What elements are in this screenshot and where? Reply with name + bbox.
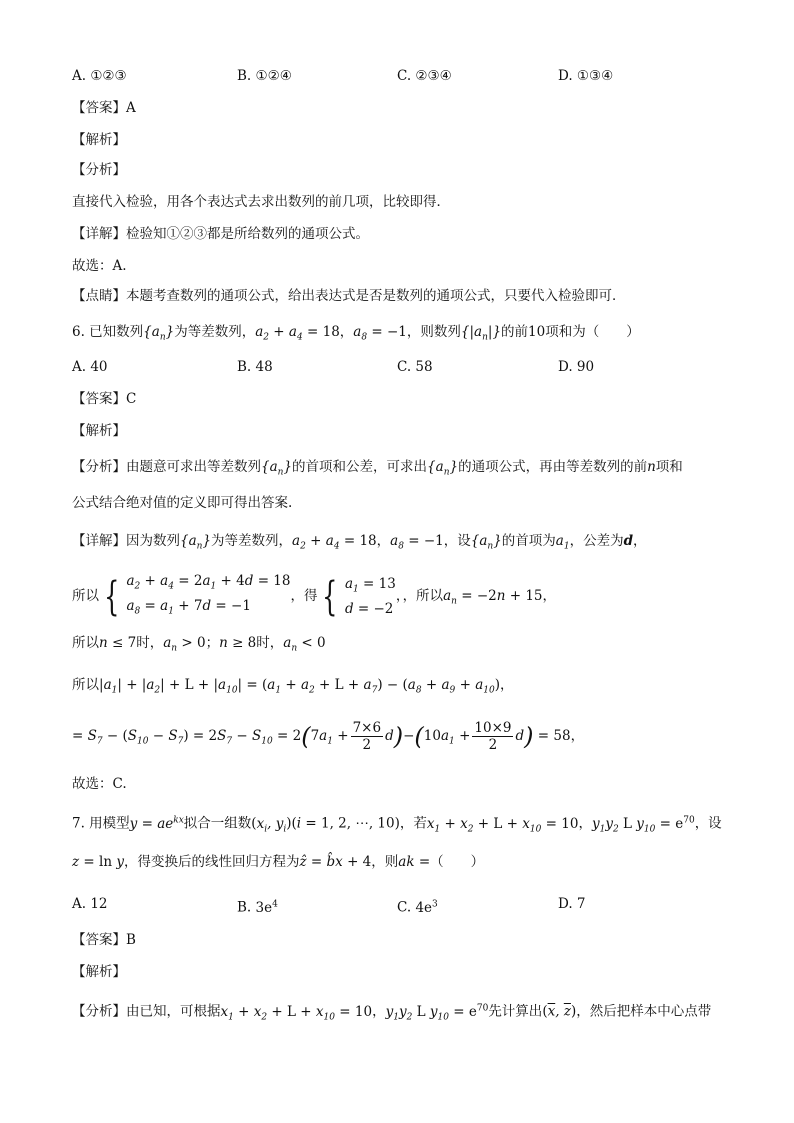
q6-jiexi: 【解析】 xyxy=(72,423,126,439)
q7-fenxi: 【分析】由已知，可根据$x_1 + x_2 + L + x_{10} = 10$，$y_1y_2$ L $y_{10} = e^{70}$先计算出($\overline{x}$, $\overline{z}$)，然后把样本中心点带 xyxy=(72,1003,712,1023)
q5-option-c: C. ②③④ xyxy=(397,68,452,84)
q6-answer: 【答案】C xyxy=(72,391,137,407)
q5-dianjing: 【点睛】本题考查数列的通项公式，给出表达式是否是数列的通项公式，只要代入检验即可． xyxy=(72,288,626,304)
q7-option-d: D. 7 xyxy=(558,896,586,912)
q7-option-a: A. 12 xyxy=(72,896,108,912)
q7-option-c: C. $4e^3$ xyxy=(397,899,438,916)
q6-stem: 6. 已知数列$\{a_n\}$为等差数列，$a_2 + a_4 = 18$，$a_8 = -1$，则数列$\{|a_n|\}$的前10项和为（ ） xyxy=(72,324,640,343)
system-2: { $a_1 = 13$ d = −2 xyxy=(322,573,396,620)
q5-fenxi-heading: 【分析】 xyxy=(72,162,126,178)
q6-system: 所以 { $a_2 + a_4 = 2a_1 + 4d = 18$ $a_8 = a_1 + 7d = -1$ ，得 { $a_1 = 13$ d = −2 ，，所以$a_n = -2n + 15$， xyxy=(72,573,557,620)
seq-abs-an: $\{|a_n|\}$ xyxy=(460,324,502,343)
q7-answer: 【答案】B xyxy=(72,932,136,948)
q5-answer: 【答案】A xyxy=(72,100,136,116)
q6-choose: 故选：C. xyxy=(72,776,127,792)
q6-detail: 【详解】因为数列$\{a_n\}$为等差数列，$a_2 + a_4 = 18$，$a_8 = -1$，设$\{a_n\}$的首项为$a_1$，公差为d， xyxy=(72,533,647,552)
seq-an: $\{a_n\}$ xyxy=(143,324,175,343)
q6-option-d: D. 90 xyxy=(558,359,595,375)
q7-stem-1: 7. 用模型$y = ae^{kx}$拟合一组数($x_i$, $y_i)(i = 1$, 2, ⋯, 10)，若$x_1 + x_2 + L + x_{10} = 10$，$y_1y_2$ L $y_{10} = e^{70}$，设 xyxy=(72,815,722,835)
q7-option-b: B. $3e^4$ xyxy=(237,899,278,916)
q5-detail: 【详解】检验知①②③都是所给数列的通项公式。 xyxy=(72,226,369,242)
q6-sign: 所以n ≤ 7时，$a_n > 0$；n ≥ 8时，$a_n < 0$ xyxy=(72,635,326,654)
q6-fenxi-2: 公式结合绝对值的定义即可得出答案. xyxy=(72,495,293,511)
q5-option-d: D. ①③④ xyxy=(558,68,614,84)
q5-jiexi: 【解析】 xyxy=(72,132,126,148)
q6-option-a: A. 40 xyxy=(72,359,108,375)
q5-option-b: B. ①②④ xyxy=(237,68,292,84)
system-1: { $a_2 + a_4 = 2a_1 + 4d = 18$ $a_8 = a_1 + 7d = -1$ xyxy=(104,573,291,620)
q6-sum-1: 所以$|a_1| + |a_2| + L + |a_{10}| = (a_1 + a_2 + L + a_7) - (a_8 + a_9 + a_{10})$， xyxy=(72,677,514,696)
q7-jiexi: 【解析】 xyxy=(72,964,126,980)
q5-fenxi: 直接代入检验，用各个表达式去求出数列的前几项，比较即得． xyxy=(72,194,450,210)
q5-option-a: A. ①②③ xyxy=(72,68,127,84)
q5-choose: 故选：A. xyxy=(72,258,127,274)
q6-sum-2: = $S_7 - (S_{10} - S_7) = 2S_7 - S_{10} = 2(7a_1$ + $\frac{7\times 6}{2}$ $d)-(10a_1$ + $\frac{10\times 9}{2}$ d) = 58， xyxy=(72,720,585,753)
q6-option-b: B. 48 xyxy=(237,359,273,375)
q6-option-c: C. 58 xyxy=(397,359,433,375)
q6-fenxi-1: 【分析】由题意可求出等差数列$\{a_n\}$的首项和公差，可求出$\{a_n\}$的通项公式，再由等差数列的前n项和 xyxy=(72,459,683,478)
q7-stem-2: z = ln y，得变换后的线性回归方程为ẑ = b̂x + 4，则ak =（ ） xyxy=(72,854,485,870)
